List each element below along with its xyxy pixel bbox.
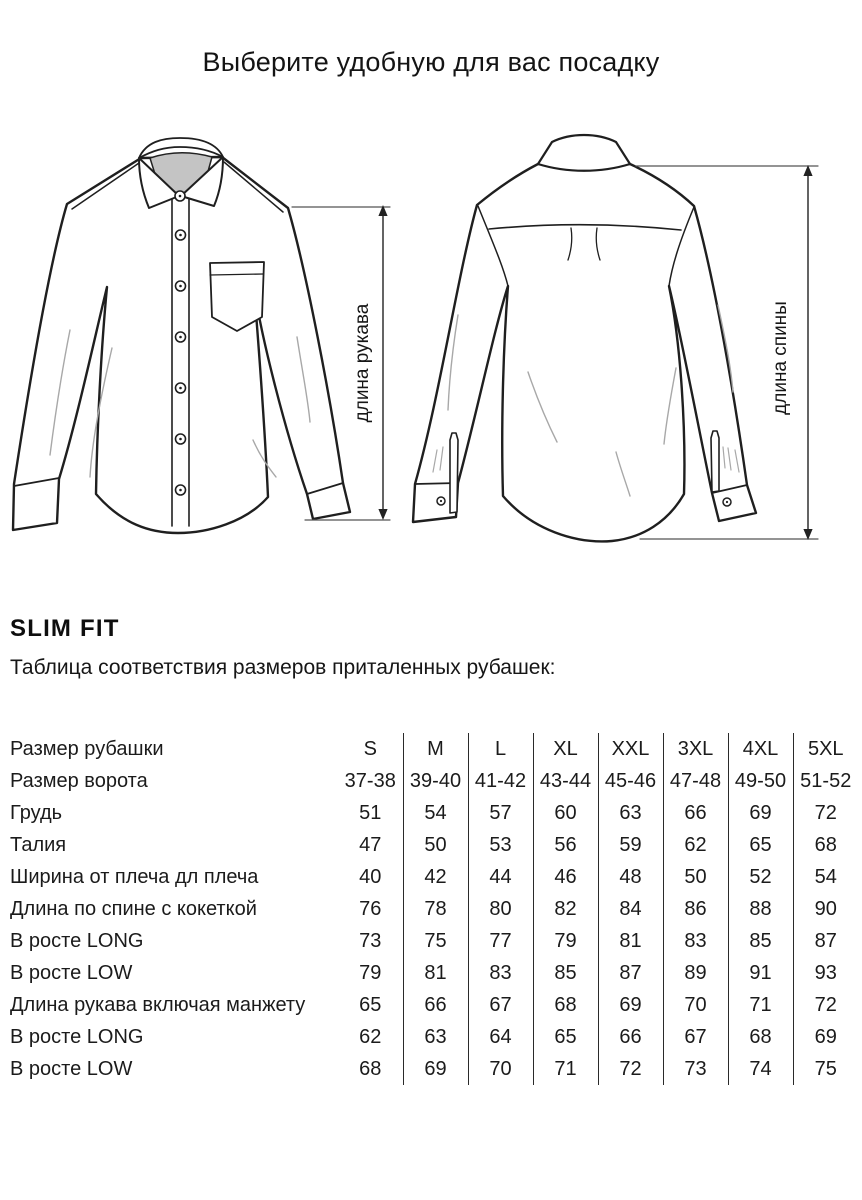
size-value-cell: 54 [403, 797, 468, 829]
row-label: Длина рукава включая манжету [10, 993, 306, 1016]
size-value-cell: 85 [728, 925, 793, 957]
size-value-cell: 52 [728, 861, 793, 893]
size-value-cell: 66 [663, 797, 728, 829]
size-value-cell: 81 [403, 957, 468, 989]
size-value-cell: 87 [793, 925, 858, 957]
size-table-row [8, 829, 858, 861]
size-value-cell: 37-38 [344, 769, 396, 792]
size-value-cell: 62 [663, 829, 728, 861]
row-label: Размер рубашки [10, 737, 164, 760]
size-value-cell: 75 [403, 925, 468, 957]
size-value-cell: 45-46 [598, 765, 663, 797]
size-table-row [8, 1053, 858, 1085]
size-value-cell: 50 [403, 829, 468, 861]
row-label: В росте LONG [10, 1025, 144, 1048]
fit-heading: SLIM FIT [10, 615, 120, 642]
size-value-cell: 47-48 [663, 765, 728, 797]
row-label: В росте LONG [10, 929, 144, 952]
size-value-cell: 90 [793, 893, 858, 925]
chest-pocket [210, 262, 264, 331]
size-table-row [8, 989, 858, 1021]
size-value-cell: 68 [533, 989, 598, 1021]
size-value-cell: 69 [403, 1053, 468, 1085]
size-value-cell: 60 [533, 797, 598, 829]
size-value-cell: 54 [793, 861, 858, 893]
size-value-cell: M [403, 733, 468, 765]
size-value-cell: 4XL [728, 733, 793, 765]
size-value-cell: 50 [663, 861, 728, 893]
size-table-row [8, 861, 858, 893]
size-value-cell: 63 [598, 797, 663, 829]
row-label: Длина по спине с кокеткой [10, 897, 257, 920]
front-shirt-body [13, 157, 350, 533]
size-value-cell: L [468, 733, 533, 765]
size-value-cell: 68 [793, 829, 858, 861]
size-value-cell: 46 [533, 861, 598, 893]
size-value-cell: 62 [359, 1025, 382, 1048]
size-value-cell: 39-40 [403, 765, 468, 797]
row-label: Размер ворота [10, 769, 148, 792]
size-value-cell: 53 [468, 829, 533, 861]
size-value-cell: 85 [533, 957, 598, 989]
size-value-cell: 91 [728, 957, 793, 989]
size-value-cell: 71 [728, 989, 793, 1021]
size-value-cell: 65 [533, 1021, 598, 1053]
size-value-cell: 83 [468, 957, 533, 989]
size-value-cell: 73 [359, 929, 382, 952]
size-table-row [8, 797, 858, 829]
back-length-label: длина спины [770, 301, 791, 415]
size-table [8, 733, 858, 1085]
size-value-cell: 51-52 [793, 765, 858, 797]
size-value-cell: 76 [359, 897, 382, 920]
size-value-cell: 70 [663, 989, 728, 1021]
size-value-cell: 86 [663, 893, 728, 925]
size-value-cell: 79 [533, 925, 598, 957]
size-value-cell: 3XL [663, 733, 728, 765]
fit-subtitle: Таблица соответствия размеров приталенных рубашек: [10, 656, 556, 679]
row-label: Ширина от плеча дл плеча [10, 865, 259, 888]
size-value-cell: 72 [793, 989, 858, 1021]
size-value-cell: 68 [728, 1021, 793, 1053]
size-value-cell: 41-42 [468, 765, 533, 797]
size-value-cell: 71 [533, 1053, 598, 1085]
size-value-cell: 44 [468, 861, 533, 893]
size-value-cell: 57 [468, 797, 533, 829]
row-label: Грудь [10, 801, 63, 824]
size-table-row [8, 957, 858, 989]
size-value-cell: 70 [468, 1053, 533, 1085]
row-label: В росте LOW [10, 961, 133, 984]
sleeve-length-label: длина рукава [352, 303, 373, 423]
size-value-cell: 67 [663, 1021, 728, 1053]
size-value-cell: 59 [598, 829, 663, 861]
size-value-cell: 5XL [793, 733, 858, 765]
back-shirt-body [413, 164, 756, 541]
size-value-cell: 42 [403, 861, 468, 893]
size-value-cell: 89 [663, 957, 728, 989]
size-value-cell: 78 [403, 893, 468, 925]
size-value-cell: XXL [598, 733, 663, 765]
size-value-cell: 69 [598, 989, 663, 1021]
size-value-cell: 72 [598, 1053, 663, 1085]
size-value-cell: 82 [533, 893, 598, 925]
size-value-cell: 51 [359, 801, 382, 824]
size-value-cell: 68 [359, 1057, 382, 1080]
back-shirt-drawing [413, 135, 756, 541]
size-value-cell: 72 [793, 797, 858, 829]
size-value-cell: 81 [598, 925, 663, 957]
size-value-cell: 56 [533, 829, 598, 861]
size-value-cell: 40 [359, 865, 382, 888]
size-table-row [8, 1021, 858, 1053]
size-table-body [8, 733, 858, 1085]
size-value-cell: 66 [403, 989, 468, 1021]
size-value-cell: 64 [468, 1021, 533, 1053]
size-value-cell: 87 [598, 957, 663, 989]
size-value-cell: 77 [468, 925, 533, 957]
size-table-row [8, 765, 858, 797]
front-shirt-drawing [13, 138, 350, 533]
size-value-cell: 65 [359, 993, 382, 1016]
size-value-cell: 69 [728, 797, 793, 829]
size-value-cell: 93 [793, 957, 858, 989]
size-value-cell: 74 [728, 1053, 793, 1085]
size-value-cell: 73 [663, 1053, 728, 1085]
size-value-cell: 49-50 [728, 765, 793, 797]
size-value-cell: 63 [403, 1021, 468, 1053]
shirt-diagram [0, 128, 862, 598]
size-table-row [8, 733, 858, 765]
size-value-cell: 69 [793, 1021, 858, 1053]
size-table-row [8, 893, 858, 925]
size-value-cell: 75 [793, 1053, 858, 1085]
size-table-row [8, 925, 858, 957]
size-value-cell: 88 [728, 893, 793, 925]
size-value-cell: 66 [598, 1021, 663, 1053]
size-value-cell: S [363, 737, 377, 760]
size-value-cell: 79 [359, 961, 382, 984]
row-label: В росте LOW [10, 1057, 133, 1080]
back-collar [538, 135, 630, 171]
size-value-cell: 65 [728, 829, 793, 861]
size-value-cell: 83 [663, 925, 728, 957]
size-value-cell: 67 [468, 989, 533, 1021]
size-value-cell: XL [533, 733, 598, 765]
row-label: Талия [10, 833, 67, 856]
size-value-cell: 43-44 [533, 765, 598, 797]
size-value-cell: 84 [598, 893, 663, 925]
size-value-cell: 48 [598, 861, 663, 893]
size-value-cell: 47 [359, 833, 382, 856]
size-value-cell: 80 [468, 893, 533, 925]
page-title: Выберите удобную для вас посадку [202, 47, 660, 77]
